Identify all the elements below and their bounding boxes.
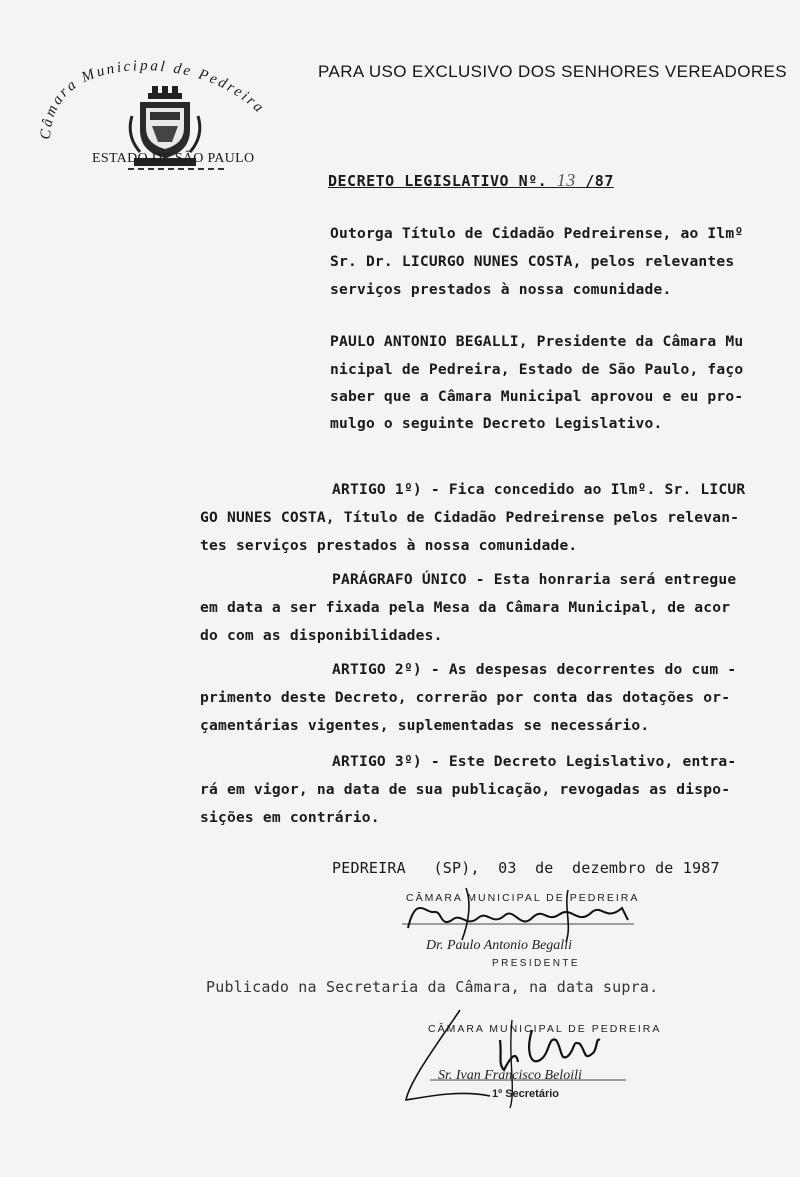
president-role: PRESIDENTE [492,958,580,969]
article1-line-3: tes serviços prestados à nossa comunidade. [200,537,578,554]
preamble-line-2: nicipal de Pedreira, Estado de São Paulo, faço [330,361,744,378]
paragraph-line-3: do com as disponibilidades. [200,627,443,644]
state-label: ESTADO DE SÃO PAULO [92,151,255,166]
summary-line-1: Outorga Título de Cidadão Pedreirense, ao Ilmº [330,225,744,242]
article1-line-1: ARTIGO 1º) - Fica concedido ao Ilmº. Sr. LICUR [332,481,746,498]
decree-number: 13 [556,170,576,190]
article2-line-2: primento deste Decreto, correrão por conta das dotações or- [200,689,731,706]
article1-line-2: GO NUNES COSTA, Título de Cidadão Pedreirense pelos relevan- [200,509,740,526]
seal-divider [128,168,224,170]
preamble-line-3: saber que a Câmara Municipal aprovou e eu pro- [330,388,744,405]
president-name: Dr. Paulo Antonio Begalli [426,938,572,953]
summary-line-3: serviços prestados à nossa comunidade. [330,281,672,298]
paragraph-line-2: em data a ser fixada pela Mesa da Câmara Municipal, de acor [200,599,731,616]
article3-line-2: rá em vigor, na data de sua publicação, revogadas as dispo- [200,781,731,798]
secretary-stamp: CÂMARA MUNICIPAL DE PEDREIRA [428,1023,662,1035]
svg-text:Câmara Municipal de Pedreira: Câmara Municipal de Pedreira [37,57,269,141]
president-signature [396,884,646,944]
exclusive-use-notice: PARA USO EXCLUSIVO DOS SENHORES VEREADORES [318,62,787,81]
preamble-line-4: mulgo o seguinte Decreto Legislativo. [330,415,663,432]
article3-line-3: sições em contrário. [200,809,380,826]
paragraph-line-1: PARÁGRAFO ÚNICO - Esta honraria será entregue [332,571,737,588]
article2-line-1: ARTIGO 2º) - As despesas decorrentes do cum - [332,661,737,678]
date-line: PEDREIRA (SP), 03 de dezembro de 1987 [332,859,720,877]
summary-line-2: Sr. Dr. LICURGO NUNES COSTA, pelos relevantes [330,253,735,270]
president-stamp: CÂMARA MUNICIPAL DE PEDREIRA [406,892,640,904]
preamble-line-1: PAULO ANTONIO BEGALLI, Presidente da Câmara Mu [330,333,744,350]
article3-line-1: ARTIGO 3º) - Este Decreto Legislativo, entra- [332,753,737,770]
publication-line: Publicado na Secretaria da Câmara, na data supra. [206,978,659,996]
decree-title [328,170,614,191]
secretary-name: Sr. Ivan Francisco Beloili [438,1068,582,1083]
secretary-role: 1º Secretário [492,1088,559,1100]
decree-title-text: DECRETO LEGISLATIVO Nº. [328,172,548,190]
article2-line-3: çamentárias vigentes, suplementadas se necessário. [200,717,650,734]
decree-year: /87 [585,172,614,190]
